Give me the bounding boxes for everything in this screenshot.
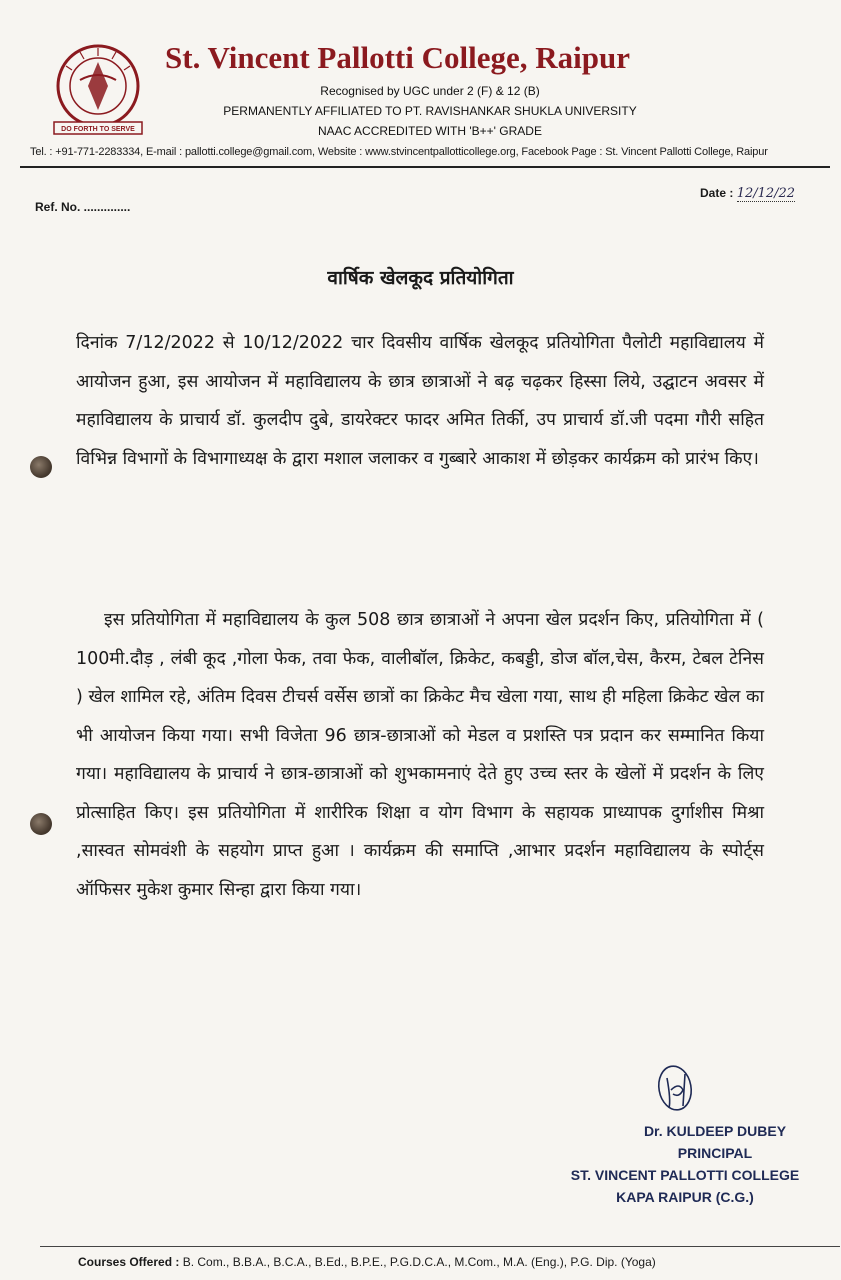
courses-list: B. Com., B.B.A., B.C.A., B.Ed., B.P.E., P.G.D.C.A., M.Com., M.A. (Eng.), P.G. Dip. (Yoga)	[182, 1255, 656, 1269]
naac-line: NAAC ACCREDITED WITH 'B++' GRADE	[318, 124, 542, 138]
header-divider	[20, 166, 830, 168]
signatory-block	[560, 1120, 810, 1208]
courses-footer	[78, 1255, 838, 1269]
signatory-college: ST. VINCENT PALLOTTI COLLEGE	[570, 1167, 800, 1183]
punch-hole	[30, 813, 52, 835]
signatory-address: KAPA RAIPUR (C.G.)	[616, 1189, 754, 1205]
date-value: 12/12/22	[736, 186, 796, 201]
affiliation-line: PERMANENTLY AFFILIATED TO PT. RAVISHANKAR SHUKLA UNIVERSITY	[223, 104, 637, 118]
punch-hole	[30, 456, 52, 478]
reference-number: Ref. No. ..............	[35, 200, 131, 214]
college-name: St. Vincent Pallotti College, Raipur	[165, 40, 630, 75]
logo-motto: DO FORTH TO SERVE	[61, 126, 135, 133]
college-logo	[50, 40, 145, 140]
footer-divider	[40, 1246, 840, 1247]
signatory-designation: PRINCIPAL	[677, 1145, 753, 1161]
courses-label: Courses Offered :	[78, 1255, 180, 1269]
contact-line: Tel. : +91-771-2283334, E-mail : pallotti.college@gmail.com, Website : www.stvincentpallotticollege.org, Facebook Page : St. Vincent Pallotti College, Raipur	[30, 146, 768, 158]
date-label: Date :	[700, 186, 734, 200]
recognition-line: Recognised by UGC under 2 (F) & 12 (B)	[320, 84, 540, 98]
signatory-name: Dr. KULDEEP DUBEY	[643, 1123, 787, 1139]
body-paragraph-1: दिनांक 7/12/2022 से 10/12/2022 चार दिवसीय वार्षिक खेलकूद प्रतियोगिता पैलोटी महाविद्यालय में आयोजन हुआ, इस आयोजन में महाविद्यालय के छात्र छात्राओं ने बढ़ चढ़कर हिस्सा लिये, उद्घाटन अवसर में महाविद्यालय के प्राचार्य डॉ. कुलदीप दुबे, डायरेक्टर फादर अमित तिर्की, उप प्राचार्य डॉ.जी पदमा गौरी सहित विभिन्न विभागों के विभागाध्यक्ष के द्वारा मशाल जलाकर व गुब्बारे आकाश में छोड़कर कार्यक्रम को प्रारंभ किए।	[76, 333, 764, 469]
body-paragraph-2: इस प्रतियोगिता में महाविद्यालय के कुल 508 छात्र छात्राओं ने अपना खेल प्रदर्शन किए, प्रतियोगिता में ( 100मी.दौड़ , लंबी कूद ,गोला फेक, तवा फेक, वालीबॉल, क्रिकेट, कबड्डी, डोज बॉल,चेस, कैरम, टेबल टेनिस ) खेल शामिल रहे, अंतिम दिवस टीचर्स वर्सेस छात्रों का क्रिकेट मैच खेला गया, साथ ही महिला क्रिकेट खेल का भी आयोजन किया गया। सभी विजेता 96 छात्र-छात्राओं को मेडल व प्रशस्ति पत्र प्रदान कर सम्मानित किया गया। महाविद्यालय के प्राचार्य ने छात्र-छात्राओं को शुभकामनाएं देते हुए उच्च स्तर के खेलों में प्रदर्शन के लिए प्रोत्साहित किए। इस प्रतियोगिता में शारीरिक शिक्षा व योग विभाग के सहायक प्राध्यापक दुर्गाशीस मिश्रा ,सास्वत सोमवंशी के सहयोग प्राप्त हुआ । कार्यक्रम की समाप्ति ,आभार प्रदर्शन महाविद्यालय के स्पोर्ट्स ऑफिसर मुकेश कुमार सिन्हा द्वारा किया गया।	[76, 610, 764, 900]
date-field	[700, 186, 795, 201]
letter-title: वार्षिक खेलकूद प्रतियोगिता	[327, 267, 514, 289]
handwritten-signature	[645, 1060, 725, 1120]
